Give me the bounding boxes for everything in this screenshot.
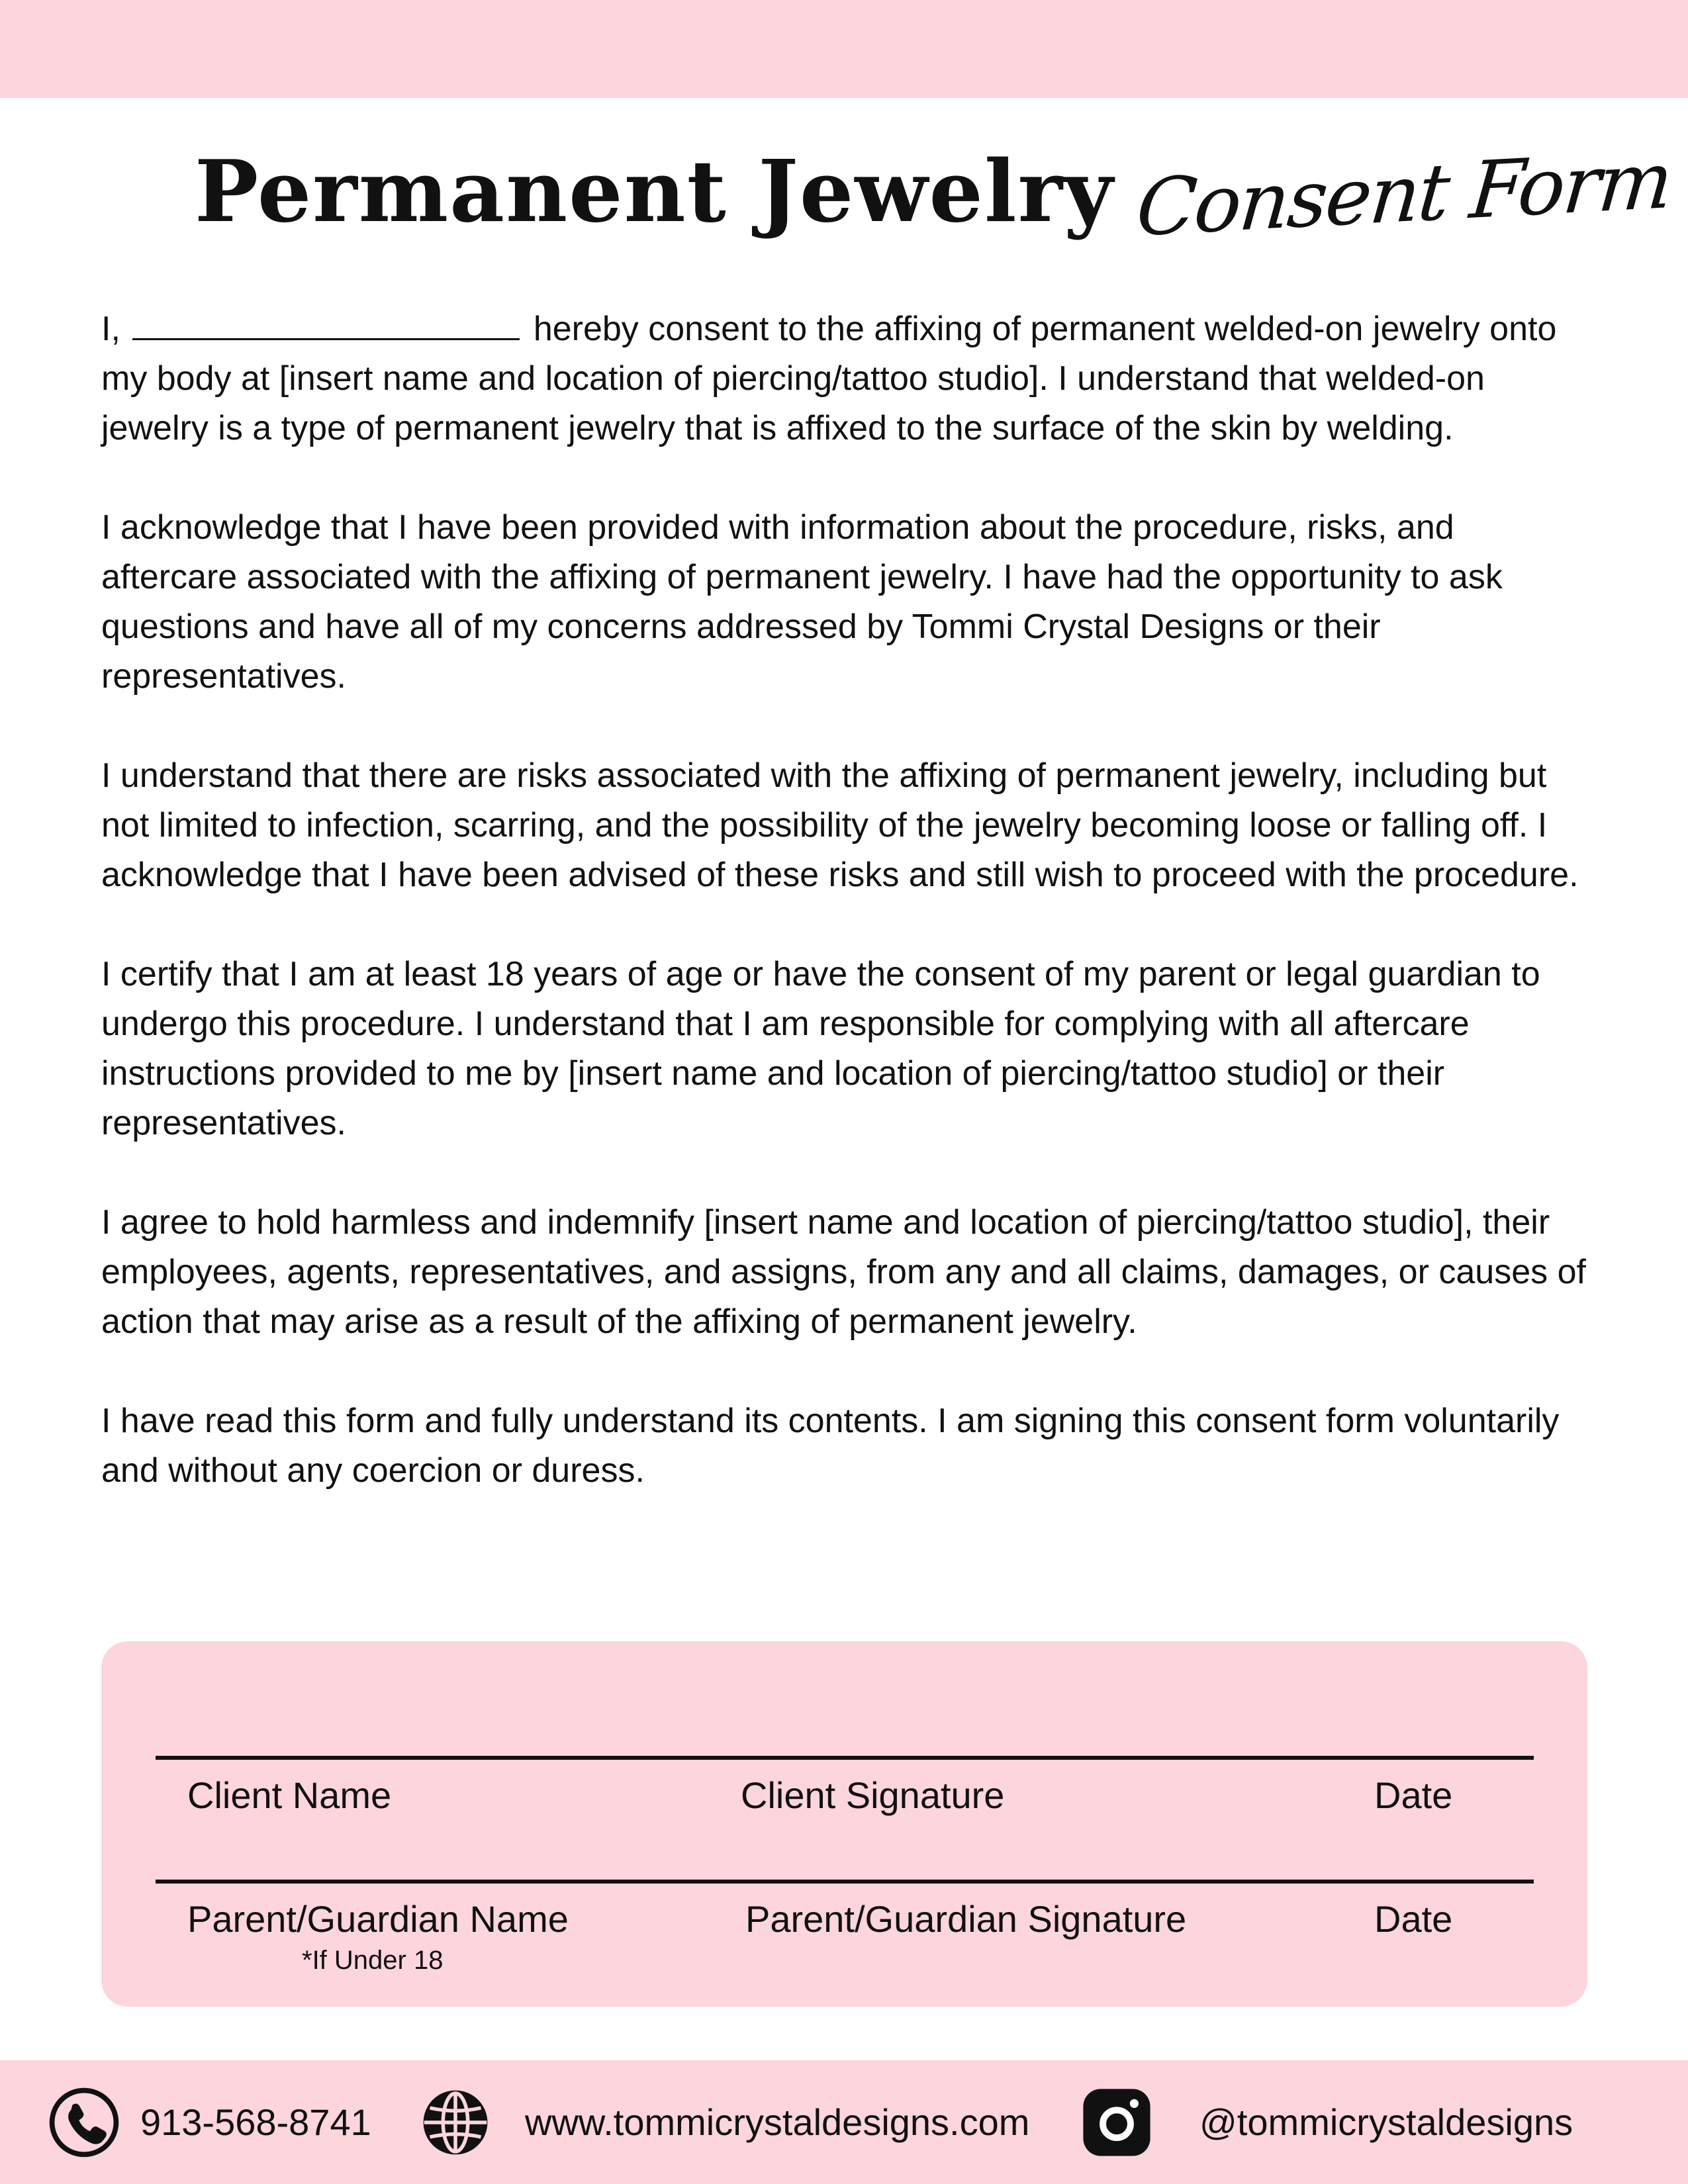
top-pink-band	[0, 0, 1688, 98]
client-date-label: Date	[1374, 1774, 1453, 1816]
paragraph-indemnify: I agree to hold harmless and indemnify [insert name and location of piercing/tattoo studio], their employees, agents, representatives, and assigns, from any and all claims, damages, or causes of action that may arise as a result of the affixing of permanent jewelry.	[101, 1203, 1586, 1341]
page-title	[195, 134, 1675, 275]
phone-number: 913-568-8741	[140, 2101, 371, 2143]
paragraph-voluntary: I have read this form and fully understand its contents. I am signing this consent form voluntarily and without any coercion or duress.	[101, 1402, 1560, 1490]
signature-box	[101, 1641, 1587, 2007]
paragraph-consent-intro: I,	[101, 310, 120, 348]
guardian-signature-label: Parent/Guardian Signature	[745, 1898, 1187, 1940]
footer-instagram[interactable]	[1080, 2060, 1573, 2184]
paragraph-age: I certify that I am at least 18 years of age or have the consent of my parent or legal guardian to undergo this procedure. I understand that I am responsible for complying with all aftercare instructions provided to me by [insert name and location of piercing/tattoo studio] or their representatives.	[101, 955, 1540, 1142]
title-script: Consent Form	[1133, 134, 1675, 254]
guardian-date-label: Date	[1374, 1898, 1453, 1940]
paragraph-consent-text: hereby consent to the affixing of permanent welded-on jewelry onto my body at [insert name and location of piercing/tattoo studio]. I understand that welded-on jewelry is a type of permanent jewelry that is affixed to the surface of the skin by welding.	[101, 310, 1557, 447]
instagram-icon	[1080, 2086, 1153, 2159]
client-signature-line[interactable]	[156, 1756, 1534, 1760]
title-main: Permanent Jewelry	[195, 142, 1115, 242]
paragraph-acknowledge: I acknowledge that I have been provided with information about the procedure, risks, and aftercare associated with the affixing of permanent jewelry. I have had the opportunity to ask questions and have all of my concerns addressed by Tommi Crystal Designs or their representatives.	[101, 508, 1503, 696]
guardian-age-note: *If Under 18	[302, 1946, 444, 1975]
phone-icon	[48, 2086, 120, 2159]
client-name-label: Client Name	[187, 1774, 392, 1816]
paragraph-consent	[101, 304, 1597, 453]
website-url: www.tommicrystaldesigns.com	[525, 2101, 1030, 2143]
globe-icon	[419, 2086, 492, 2159]
guardian-signature-line[interactable]	[156, 1880, 1534, 1884]
client-signature-label: Client Signature	[741, 1774, 1005, 1816]
footer-website[interactable]	[419, 2060, 1029, 2184]
contact-footer	[0, 2060, 1688, 2184]
footer-phone[interactable]	[48, 2060, 371, 2184]
consent-body	[101, 304, 1597, 1496]
paragraph-risks: I understand that there are risks associated with the affixing of permanent jewelry, including but not limited to infection, scarring, and the possibility of the jewelry becoming loose or falling off. I acknowledge that I have been advised of these risks and still wish to proceed with the procedure.	[101, 756, 1579, 894]
instagram-handle: @tommicrystaldesigns	[1199, 2101, 1573, 2143]
guardian-name-label: Parent/Guardian Name	[187, 1898, 569, 1940]
client-name-blank[interactable]	[132, 308, 520, 340]
